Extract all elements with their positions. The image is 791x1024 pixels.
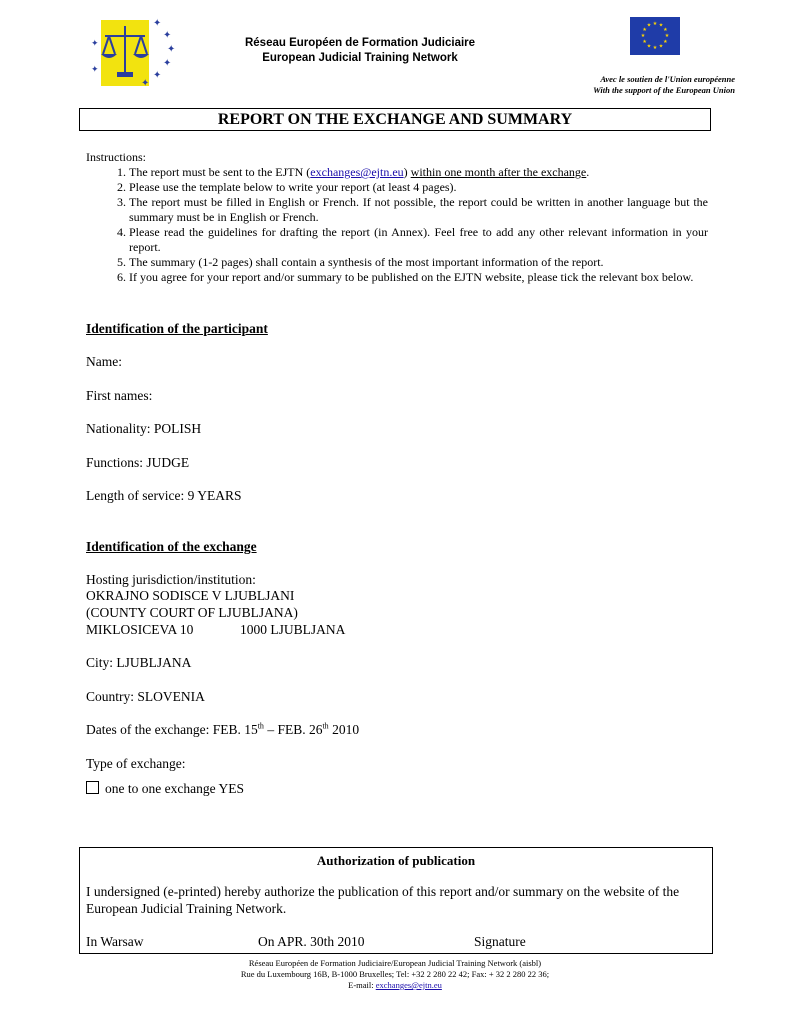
instructions bbox=[86, 150, 708, 285]
svg-text:★: ★ bbox=[658, 23, 664, 29]
instruction-item: 2. Please use the template below to write your report (at least 4 pages). bbox=[129, 180, 708, 195]
instruction-item: 3. The report must be filled in English or French. If not possible, the report could be written in another language but the summary must be in English or French. bbox=[129, 195, 708, 225]
authorization-box bbox=[79, 847, 713, 954]
first-names-field: First names: bbox=[86, 388, 153, 403]
svg-text:✦: ✦ bbox=[91, 64, 99, 74]
nationality-field: Nationality: POLISH bbox=[86, 421, 202, 436]
ejtn-logo bbox=[91, 16, 181, 88]
dates-text: – FEB. 26 bbox=[263, 722, 323, 737]
length-of-service-field: Length of service: 9 YEARS bbox=[86, 488, 242, 503]
footer-email-link[interactable]: exchanges@ejtn.eu bbox=[375, 980, 442, 990]
name-field: Name: bbox=[86, 354, 122, 369]
svg-text:★: ★ bbox=[642, 28, 647, 33]
participant-heading: Identification of the participant bbox=[86, 321, 268, 336]
instruction-item bbox=[129, 165, 708, 180]
svg-text:✦: ✦ bbox=[163, 58, 172, 69]
authorization-title: Authorization of publication bbox=[316, 853, 476, 868]
authorization-text: I undersigned (e-printed) hereby authorize the publication of this report and/or summary on the website of the European Judicial Training Network. bbox=[86, 884, 680, 916]
org-name-en: European Judicial Training Network bbox=[262, 52, 458, 64]
address-city: 1000 LJUBLJANA bbox=[240, 622, 346, 637]
eu-support-text bbox=[520, 74, 735, 96]
svg-text:★: ★ bbox=[652, 22, 658, 27]
functions-field: Functions: JUDGE bbox=[86, 455, 190, 470]
deadline-text: within one month after the exchange bbox=[410, 165, 587, 179]
org-name bbox=[190, 36, 530, 66]
svg-text:★: ★ bbox=[642, 40, 647, 45]
instructions-list bbox=[86, 165, 708, 285]
page-title: REPORT ON THE EXCHANGE AND SUMMARY bbox=[79, 108, 711, 131]
instruction-item: 6. If you agree for your report and/or summary to be published on the EJTN website, please tick the relevant box below. bbox=[129, 270, 708, 285]
svg-text:★: ★ bbox=[646, 44, 652, 50]
svg-text:★: ★ bbox=[640, 34, 646, 39]
footer-line-1: Réseau Européen de Formation Judiciaire/European Judicial Training Network (aisbl) bbox=[248, 958, 542, 968]
footer bbox=[150, 958, 640, 991]
dates-text: 2010 bbox=[328, 722, 360, 737]
instructions-heading: Instructions: bbox=[86, 150, 146, 164]
svg-text:✦: ✦ bbox=[153, 70, 162, 81]
dates-superscript: th bbox=[257, 721, 264, 731]
instruction-item: 5. The summary (1-2 pages) shall contain a synthesis of the most important information of the report. bbox=[129, 255, 708, 270]
svg-text:★: ★ bbox=[646, 23, 652, 29]
dates-field bbox=[86, 722, 359, 738]
footer-email-label: E-mail: bbox=[348, 980, 376, 990]
svg-text:★: ★ bbox=[663, 28, 668, 33]
svg-text:✦: ✦ bbox=[163, 30, 172, 41]
type-option bbox=[86, 781, 244, 797]
svg-text:✦: ✦ bbox=[141, 78, 150, 88]
country-field: Country: SLOVENIA bbox=[86, 689, 205, 704]
city-field: City: LJUBLJANA bbox=[86, 655, 192, 670]
svg-text:✦: ✦ bbox=[91, 38, 99, 48]
hosting-label: Hosting jurisdiction/institution: bbox=[86, 572, 256, 587]
dates-superscript: th bbox=[322, 721, 329, 731]
type-option-label: one to one exchange YES bbox=[105, 781, 244, 796]
authorization-date: On APR. 30th 2010 bbox=[258, 934, 365, 949]
svg-text:★: ★ bbox=[664, 34, 670, 39]
type-checkbox[interactable] bbox=[86, 781, 99, 794]
org-name-fr: Réseau Européen de Formation Judiciaire bbox=[244, 37, 476, 49]
authorization-signature: Signature bbox=[474, 934, 526, 949]
eu-flag-icon bbox=[630, 17, 680, 55]
svg-text:★: ★ bbox=[652, 46, 658, 51]
eu-support-fr: Avec le soutien de l'Union européenne bbox=[600, 74, 735, 84]
instruction-text: The report must be sent to the EJTN ( bbox=[129, 165, 311, 179]
hosting-line-1: OKRAJNO SODISCE V LJUBLJANI bbox=[86, 588, 295, 603]
eu-support-en: With the support of the European Union bbox=[593, 85, 735, 95]
address-street: MIKLOSICEVA 10 bbox=[86, 622, 194, 637]
exchange-heading: Identification of the exchange bbox=[86, 539, 257, 554]
instruction-text: . bbox=[586, 165, 590, 179]
email-link[interactable]: exchanges@ejtn.eu bbox=[310, 165, 404, 179]
instruction-text: ) bbox=[403, 165, 411, 179]
instruction-item: 4. Please read the guidelines for drafting the report (in Annex). Feel free to add any other relevant information in your report. bbox=[129, 225, 708, 255]
svg-text:✦: ✦ bbox=[167, 44, 176, 55]
footer-line-2: Rue du Luxembourg 16B, B-1000 Bruxelles; Tel: +32 2 280 22 42; Fax: + 32 2 280 22 36; bbox=[240, 969, 550, 979]
svg-text:✦: ✦ bbox=[153, 18, 162, 29]
type-label: Type of exchange: bbox=[86, 756, 186, 771]
divider bbox=[79, 953, 713, 954]
authorization-place: In Warsaw bbox=[86, 934, 144, 949]
svg-text:★: ★ bbox=[658, 44, 664, 50]
svg-text:★: ★ bbox=[663, 40, 668, 45]
footer-email-line bbox=[150, 980, 640, 991]
hosting-line-2: (COUNTY COURT OF LJUBLJANA) bbox=[86, 605, 298, 620]
dates-text: Dates of the exchange: FEB. 15 bbox=[86, 722, 258, 737]
